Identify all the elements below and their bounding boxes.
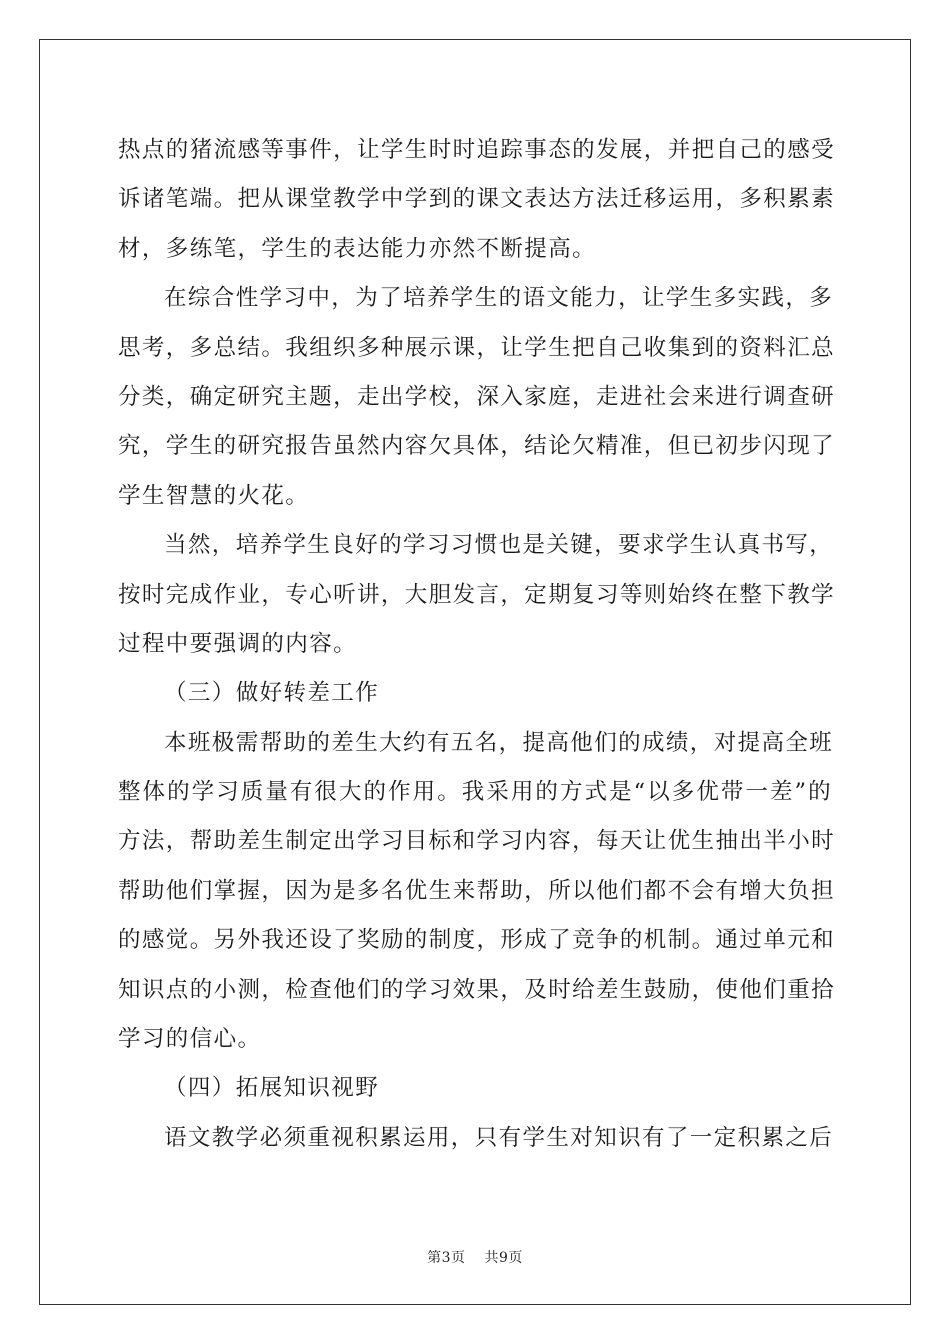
text-line: 究，学生的研究报告虽然内容欠具体，结论欠精准，但已初步闪现了: [118, 433, 836, 460]
text-line: 材，多练笔，学生的表达能力亦然不断提高。: [118, 235, 597, 262]
text-line: 热点的猪流感等事件，让学生时时追踪事态的发展，并把自己的感受: [118, 137, 836, 163]
section-heading: （三）做好转差工作: [164, 680, 380, 707]
page-number: 第3页: [427, 1250, 466, 1266]
text-line: 学习的信心。: [118, 1026, 262, 1053]
text-line: 整体的学习质量有很大的作用。我采用的方式是“以多优带一差”的: [118, 779, 832, 806]
text-line: 在综合性学习中，为了培养学生的语文能力，让学生多实践，多: [164, 285, 834, 312]
text-line: 知识点的小测，检查他们的学习效果，及时给差生鼓励，使他们重拾: [118, 976, 836, 1003]
text-line: 帮助他们掌握，因为是多名优生来帮助，所以他们都不会有增大负担: [118, 877, 836, 904]
text-line: 思考，多总结。我组织多种展示课，让学生把自己收集到的资料汇总: [118, 334, 836, 361]
text-line: 学生智慧的火花。: [118, 482, 310, 509]
page-total: 共9页: [484, 1250, 523, 1266]
page-footer: [0, 1247, 950, 1267]
text-line: 的感觉。另外我还设了奖励的制度，形成了竞争的机制。通过单元和: [118, 927, 836, 954]
text-line: 当然，培养学生良好的学习习惯也是关键，要求学生认真书写，: [164, 532, 834, 559]
text-line: 按时完成作业，专心听讲，大胆发言，定期复习等则始终在整下教学: [118, 581, 836, 608]
section-heading: （四）拓展知识视野: [164, 1075, 380, 1102]
text-line: 本班极需帮助的差生大约有五名，提高他们的成绩，对提高全班: [164, 729, 834, 756]
text-line: 过程中要强调的内容。: [118, 630, 358, 657]
text-line: 诉诸笔端。把从课堂教学中学到的课文表达方法迁移运用，多积累素: [118, 186, 836, 213]
text-line: 方法，帮助差生制定出学习目标和学习内容，每天让优生抽出半小时: [118, 828, 836, 855]
text-line: 语文教学必须重视积累运用，只有学生对知识有了一定积累之后: [164, 1124, 834, 1151]
text-line: 分类，确定研究主题，走出学校，深入家庭，走进社会来进行调查研: [118, 383, 836, 410]
document-body: [118, 126, 836, 1163]
